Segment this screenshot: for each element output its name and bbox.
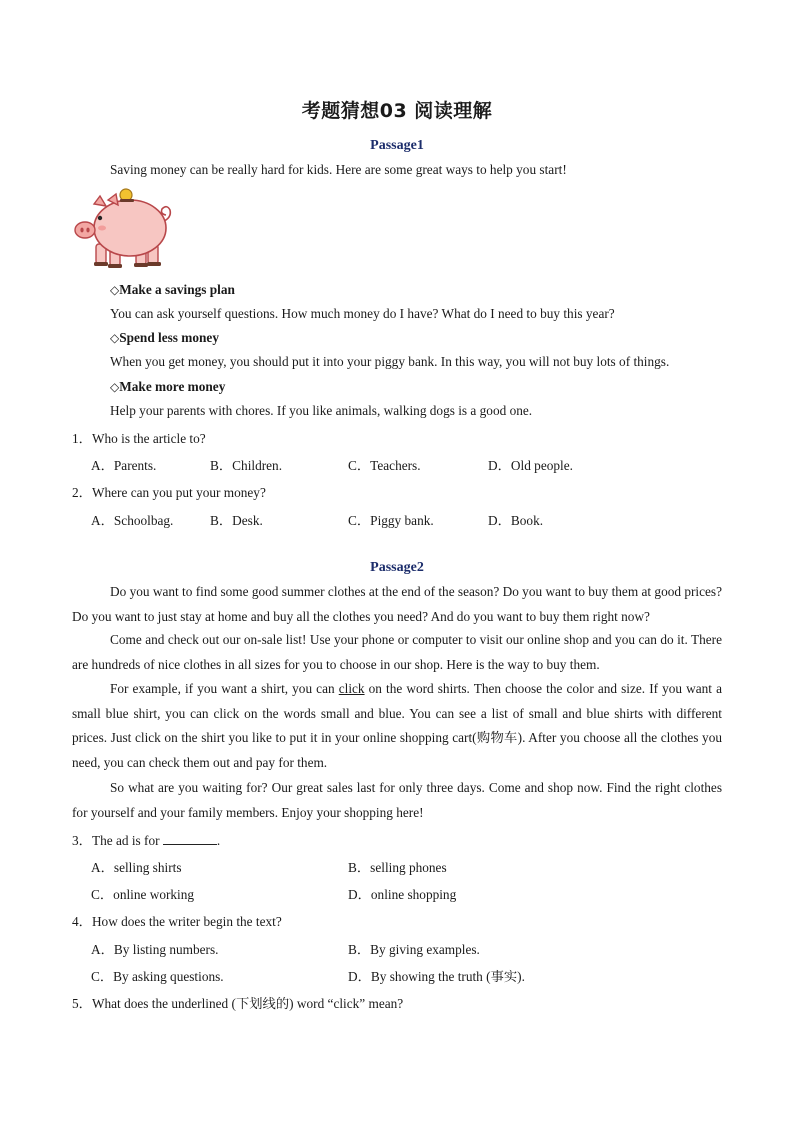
passage2-paragraph-3: For example, if you want a shirt, you can click on the word shirts. Then choose the color and size. If you want a small blue shirt, you can click on the words small and blue. You can see a list of small and blue shirts with different prices. Just click on the shirt you like to put it in your online shopping cart(购物车). After you choose all the clothes you need, you can check them out and pay for them. — [72, 681, 722, 770]
q1-option-c[interactable]: C．Teachers. — [348, 458, 421, 473]
question-1: 1．Who is the article to? — [72, 431, 206, 446]
q1-option-d[interactable]: D．Old people. — [488, 458, 573, 473]
question-4: 4．How does the writer begin the text? — [72, 914, 282, 929]
q4-option-c[interactable]: C．By asking questions. — [91, 969, 224, 984]
tip-3-heading: ◇Make more money — [110, 379, 226, 394]
piggy-bank-image — [72, 186, 184, 272]
q1-option-b[interactable]: B．Children. — [210, 458, 283, 473]
q3-option-a[interactable]: A．selling shirts — [91, 860, 182, 875]
question-3: 3．The ad is for . — [72, 833, 221, 848]
passage2-paragraph-4: So what are you waiting for? Our great sales last for only three days. Come and shop now. Find the right clothes for yourself and your family members. Enjoy your shopping here! — [72, 780, 722, 820]
page-title: 考题猜想03 阅读理解 — [301, 100, 493, 122]
passage2-paragraph-2: Come and check out our on-sale list! Use your phone or computer to visit our online shop and you can do it. There are hundreds of nice clothes in all sizes for you to choose in our shop. Here is the way to buy them. — [72, 632, 722, 672]
passage1-intro: Saving money can be really hard for kids. Here are some great ways to help you start! — [110, 162, 567, 177]
q4-option-d[interactable]: D．By showing the truth (事实). — [348, 969, 525, 984]
passage2-paragraph-1: Do you want to find some good summer clothes at the end of the season? Do you want to buy them at good prices? Do you want to just stay at home and buy all the clothes you need? And do you want to buy them right now? — [72, 584, 722, 624]
q3-option-c[interactable]: C．online working — [91, 887, 195, 902]
tip-2-text: When you get money, you should put it into your piggy bank. In this way, you will not buy lots of things. — [110, 354, 670, 369]
q2-option-b[interactable]: B．Desk. — [210, 513, 263, 528]
q2-option-d[interactable]: D．Book. — [488, 513, 544, 528]
q1-option-a[interactable]: A．Parents. — [91, 458, 157, 473]
tip-2-heading: ◇Spend less money — [110, 330, 219, 345]
q2-option-a[interactable]: A．Schoolbag. — [91, 513, 174, 528]
answer-blank — [163, 832, 217, 845]
tip-1-text: You can ask yourself questions. How much money do I have? What do I need to buy this year? — [110, 306, 615, 321]
diamond-icon: ◇ — [110, 331, 120, 345]
q2-option-c[interactable]: C．Piggy bank. — [348, 513, 434, 528]
diamond-icon: ◇ — [110, 380, 120, 394]
tip-1-heading: ◇Make a savings plan — [110, 282, 235, 297]
tip-3-text: Help your parents with chores. If you like animals, walking dogs is a good one. — [110, 403, 533, 418]
passage2-heading: Passage2 — [370, 560, 424, 575]
q4-option-b[interactable]: B．By giving examples. — [348, 942, 480, 957]
passage1-heading: Passage1 — [370, 138, 424, 153]
diamond-icon: ◇ — [110, 283, 120, 297]
question-2: 2．Where can you put your money? — [72, 485, 266, 500]
q3-option-d[interactable]: D．online shopping — [348, 887, 457, 902]
q4-option-a[interactable]: A．By listing numbers. — [91, 942, 219, 957]
underlined-word-click: click — [338, 681, 365, 696]
q3-option-b[interactable]: B．selling phones — [348, 860, 447, 875]
question-5: 5．What does the underlined (下划线的) word “click” mean? — [72, 996, 404, 1011]
